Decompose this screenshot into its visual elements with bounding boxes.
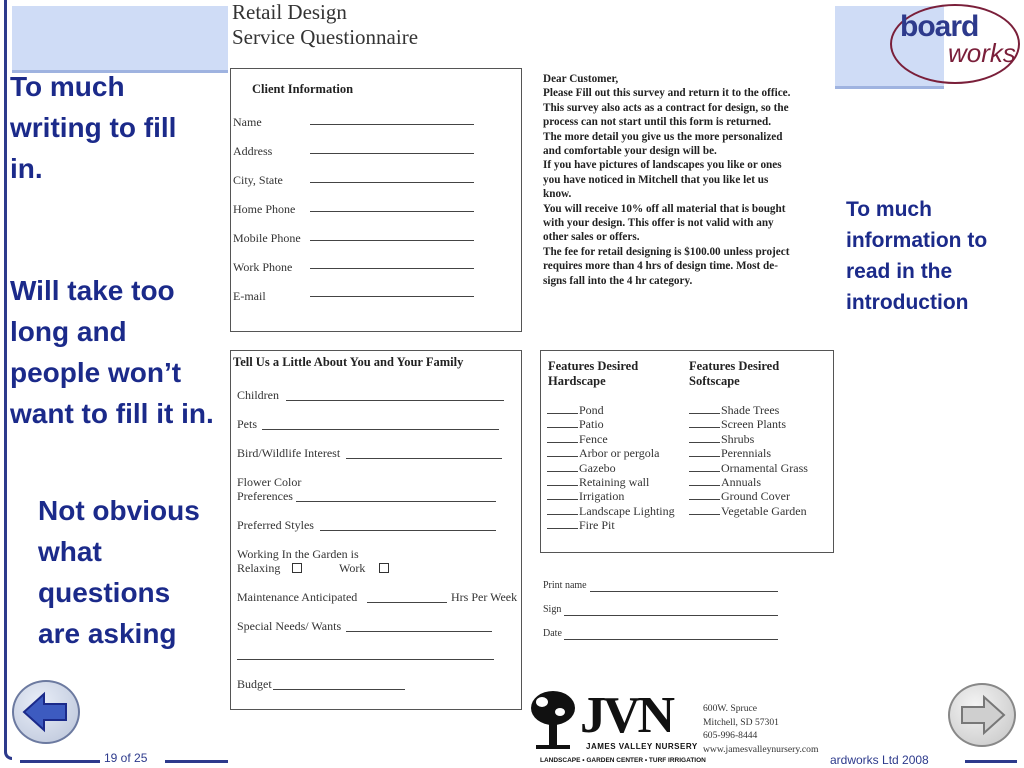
date-label: Date xyxy=(543,628,562,639)
family-field-label: Pets xyxy=(237,417,258,431)
feature-item[interactable]: Screen Plants xyxy=(689,417,808,431)
field-line xyxy=(590,591,778,592)
family-field-label: Maintenance Anticipated xyxy=(237,590,358,604)
feature-item[interactable]: Ornamental Grass xyxy=(689,461,808,475)
feature-item[interactable]: Fence xyxy=(547,432,675,446)
arrow-right-icon xyxy=(950,685,1014,745)
client-field-label: City, State xyxy=(233,173,283,187)
feature-item[interactable]: Landscape Lighting xyxy=(547,504,675,518)
family-field-label: Relaxing xyxy=(237,561,281,575)
field-line xyxy=(346,631,492,632)
logo-works-text: works xyxy=(948,38,1016,68)
page-number: 19 of 25 xyxy=(104,751,148,765)
family-field-label: Hrs Per Week xyxy=(451,590,518,604)
client-info-box xyxy=(230,68,522,332)
copyright: ardworks Ltd 2008 xyxy=(830,753,929,767)
letter-line: you have noticed in Mitchell that you like let us xyxy=(543,173,769,186)
hardscape-heading xyxy=(548,359,638,389)
work-checkbox[interactable] xyxy=(379,563,389,573)
family-field-label: Special Needs/ Wants xyxy=(237,619,342,633)
feature-item[interactable]: Pond xyxy=(547,403,675,417)
family-field-label: Working In the Garden is xyxy=(237,547,359,561)
field-line xyxy=(310,182,474,183)
previous-slide-button[interactable] xyxy=(12,680,80,744)
annotation-too-long: Will take too long and people won’t want to fill it in. xyxy=(10,275,214,429)
field-line xyxy=(296,501,496,502)
feature-item[interactable]: Vegetable Garden xyxy=(689,504,808,518)
footer-line xyxy=(165,760,230,763)
heading-line: Features Desired xyxy=(548,359,639,373)
feature-item[interactable]: Shade Trees xyxy=(689,403,808,417)
softscape-heading xyxy=(689,359,779,389)
tree-logo-icon xyxy=(528,688,578,750)
nursery-address xyxy=(703,702,818,756)
field-line xyxy=(310,124,474,125)
letter-line: other sales or offers. xyxy=(543,231,640,244)
feature-item[interactable]: Ground Cover xyxy=(689,489,808,503)
feature-item[interactable]: Retaining wall xyxy=(547,475,675,489)
field-line xyxy=(237,659,494,660)
field-line xyxy=(564,615,778,616)
heading-line: Softscape xyxy=(689,374,740,388)
heading-line: Hardscape xyxy=(548,374,606,388)
client-field-label: Name xyxy=(233,115,262,129)
letter-line: The more detail you give us the more personalized xyxy=(543,130,783,143)
field-line xyxy=(310,296,474,297)
client-field-label: Work Phone xyxy=(233,260,293,274)
questionnaire-title xyxy=(232,0,418,50)
letter-line: with your design. This offer is not valid with any xyxy=(543,217,774,230)
field-line xyxy=(564,639,778,640)
family-heading: Tell Us a Little About You and Your Family xyxy=(233,355,464,369)
letter-line: If you have pictures of landscapes you like or ones xyxy=(543,159,782,172)
field-line xyxy=(346,458,502,459)
logo-board-text: board xyxy=(900,10,979,43)
feature-item[interactable]: Patio xyxy=(547,417,675,431)
field-line xyxy=(310,153,474,154)
field-line xyxy=(310,211,474,212)
feature-item[interactable]: Arbor or pergola xyxy=(547,446,675,460)
letter-line: know. xyxy=(543,188,572,201)
relaxing-checkbox[interactable] xyxy=(292,563,302,573)
title-line: Service Questionnaire xyxy=(232,25,419,49)
feature-item[interactable]: Irrigation xyxy=(547,489,675,503)
field-line xyxy=(273,689,405,690)
nursery-name: JAMES VALLEY NURSERY xyxy=(586,742,698,751)
letter-line: signs fall into the 4 hr category. xyxy=(543,274,693,287)
header-band xyxy=(12,6,230,73)
letter-line: Dear Customer, xyxy=(543,73,619,85)
family-field-label: Work xyxy=(339,561,366,575)
address-line: 600W. Spruce xyxy=(703,703,758,714)
letter-line: process can not start until this form is returned. xyxy=(543,116,771,129)
client-field-label: E-mail xyxy=(233,289,266,303)
letter-line: The fee for retail designing is $100.00 unless project xyxy=(543,245,790,258)
feature-item[interactable]: Gazebo xyxy=(547,461,675,475)
softscape-list xyxy=(689,403,808,518)
heading-line: Features Desired xyxy=(689,359,780,373)
family-field-label: Bird/Wildlife Interest xyxy=(237,446,341,460)
letter-line: This survey also acts as a contract for design, so the xyxy=(543,101,789,114)
intro-letter xyxy=(543,72,828,288)
address-line: 605-996-8444 xyxy=(703,730,758,741)
sign-label: Sign xyxy=(543,604,562,615)
field-line xyxy=(320,530,496,531)
hardscape-list xyxy=(547,403,675,533)
client-field-label: Mobile Phone xyxy=(233,231,301,245)
title-line: Retail Design xyxy=(232,0,347,24)
family-field-label: Preferences xyxy=(237,489,293,503)
annotation-intro: To much information to read in the introduction xyxy=(846,198,988,314)
client-field-label: Home Phone xyxy=(233,202,296,216)
address-line[interactable]: www.jamesvalleynursery.com xyxy=(703,743,819,755)
letter-line: Please Fill out this survey and return it to the office. xyxy=(543,87,791,100)
family-field-label: Preferred Styles xyxy=(237,518,314,532)
footer-line xyxy=(965,760,1017,763)
family-field-label: Children xyxy=(237,388,279,402)
feature-item[interactable]: Perennials xyxy=(689,446,808,460)
client-info-heading: Client Information xyxy=(252,82,354,96)
nursery-tagline: LANDSCAPE • GARDEN CENTER • TURF IRRIGATION xyxy=(540,757,706,764)
nursery-logo-text: JVN xyxy=(580,687,673,744)
feature-item[interactable]: Fire Pit xyxy=(547,518,675,532)
address-line: Mitchell, SD 57301 xyxy=(703,716,779,728)
feature-item[interactable]: Shrubs xyxy=(689,432,808,446)
field-line xyxy=(310,240,474,241)
annotation-not-obvious: Not obvious what questions are asking xyxy=(38,495,200,649)
letter-line: You will receive 10% off all material that is bought xyxy=(543,202,786,215)
footer-line xyxy=(20,760,100,763)
print-name-label: Print name xyxy=(543,580,587,591)
letter-line: requires more than 4 hrs of design time. Most de- xyxy=(543,260,778,273)
letter-line: and comfortable your design will be. xyxy=(543,145,717,158)
family-field-label: Budget xyxy=(237,677,272,691)
client-field-label: Address xyxy=(233,144,273,158)
feature-item[interactable]: Annuals xyxy=(689,475,808,489)
annotation-writing: To much writing to fill in. xyxy=(10,71,177,184)
field-line xyxy=(262,429,499,430)
arrow-left-icon xyxy=(14,682,78,742)
field-line xyxy=(367,602,447,603)
family-field-label: Flower Color xyxy=(237,475,302,489)
field-line xyxy=(310,268,474,269)
field-line xyxy=(286,400,504,401)
next-slide-button[interactable] xyxy=(948,683,1016,747)
